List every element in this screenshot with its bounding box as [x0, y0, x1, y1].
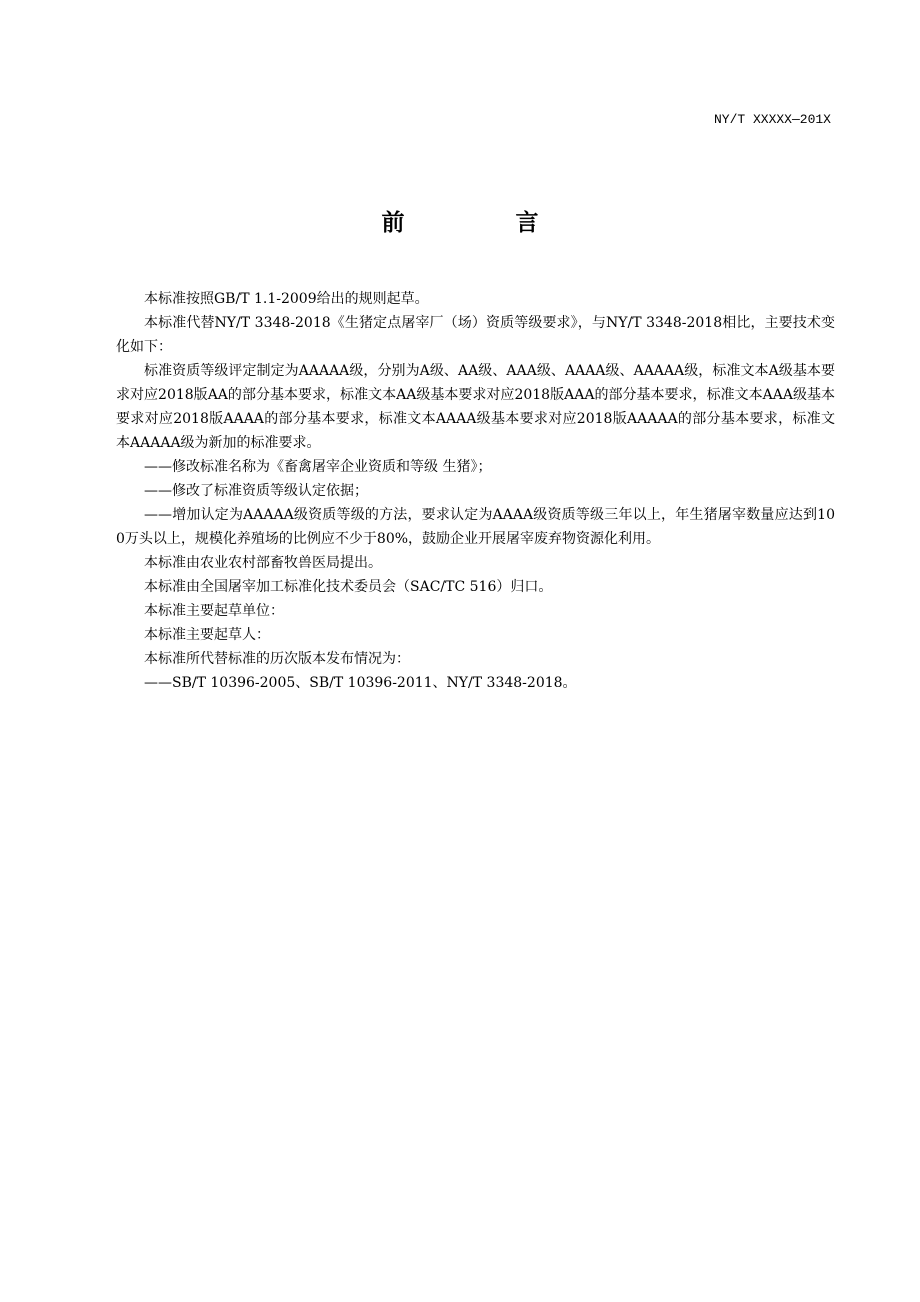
foreword-body [116, 287, 835, 695]
paragraph-change-name: ——修改标准名称为《畜禽屠宰企业资质和等级 生猪》； [144, 459, 492, 475]
paragraph-drafting-units: 本标准主要起草单位： [144, 603, 284, 619]
paragraph-drafters: 本标准主要起草人： [144, 627, 270, 643]
page-title: 前 言 [381, 210, 583, 236]
paragraph-edition-list: ——SB/T 10396-2005、SB/T 10396-2011、NY/T 3348-2018。 [144, 675, 577, 691]
paragraph-grade-levels: 标准资质等级评定制定为AAAAA级，分别为A级、AA级、AAA级、AAAA级、AAAAA级，标准文本A级基本要求对应2018版AA的部分基本要求，标准文本AA级基本要求对应2018版AAA的部分基本要求，标准文本AAA级基本要求对应2018版AAAA的部分基本要求，标准文本AAAA级基本要求对应2018版AAAAA的部分基本要求，标准文本AAAAA级为新加的标准要求。 [116, 363, 835, 451]
paragraph-managed-by: 本标准由全国屠宰加工标准化技术委员会（SAC/TC 516）归口。 [144, 579, 553, 595]
paragraph-replacement: 本标准代替NY/T 3348-2018《生猪定点屠宰厂（场）资质等级要求》，与NY/T 3348-2018相比，主要技术变化如下： [116, 315, 835, 355]
paragraph-previous-editions: 本标准所代替标准的历次版本发布情况为： [144, 651, 410, 667]
paragraph-drafting-rules: 本标准按照GB/T 1.1-2009给出的规则起草。 [144, 291, 429, 307]
paragraph-proposed-by: 本标准由农业农村部畜牧兽医局提出。 [144, 555, 382, 571]
standard-code: NY/T XXXXX—201X [713, 112, 831, 127]
paragraph-change-basis: ——修改了标准资质等级认定依据； [144, 483, 368, 499]
paragraph-add-method: ——增加认定为AAAAA级资质等级的方法，要求认定为AAAA级资质等级三年以上，年生猪屠宰数量应达到100万头以上，规模化养殖场的比例应不少于80%，鼓励企业开展屠宰废弃物资源化利用。 [116, 507, 835, 547]
